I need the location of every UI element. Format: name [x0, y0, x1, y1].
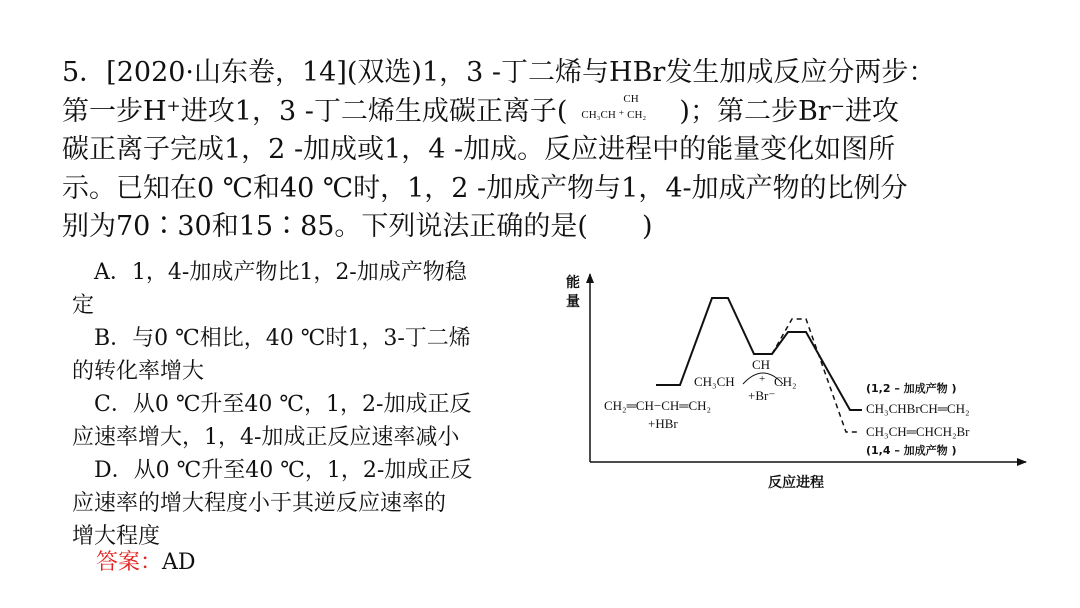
option-d-line-1: D．从0 ℃升至40 ℃，1，2-加成正反: [94, 458, 473, 483]
question-line-4: 示。已知在0 ℃和40 ℃时，1，2 -加成产物与1，4-加成产物的比例分: [62, 172, 908, 204]
intermediate-ch: CH: [752, 357, 771, 372]
product-12-label: (1,2 – 加成产物 ): [866, 382, 957, 395]
option-b-line-2: 的转化率增大: [72, 359, 205, 384]
intermediate-ch3ch: CH₃CH: [694, 374, 735, 389]
product-14-label: (1,4 – 加成产物 ): [866, 444, 957, 457]
reactant-hbr: +HBr: [648, 416, 678, 431]
intermediate-plus: +: [759, 373, 766, 385]
energy-diagram: [560, 262, 1040, 502]
answer-value: AD: [162, 550, 196, 575]
option-c-line-2: 应速率增大，1，4-加成正反应速率减小: [72, 425, 460, 450]
y-axis-label-1: 能: [566, 275, 580, 291]
question-line-1: 5．[2020·山东卷，14](双选)1，3 -丁二烯与HBr发生加成反应分两步：: [62, 57, 936, 88]
answer-line: [96, 546, 196, 579]
question-line-2-end: )；第二步Br⁻进攻: [679, 95, 899, 127]
inline-carbocation-rest: CH₃CH ⁺ CH₂: [581, 108, 647, 121]
option-a-line-1: A．1，4-加成产物比1，2-加成产物稳: [94, 260, 467, 285]
answer-label: 答案：: [96, 550, 163, 575]
intermediate-br: +Br⁻: [748, 388, 776, 403]
x-axis-label: 反应进程: [768, 475, 824, 491]
question-line-3: 碳正离子完成1，2 -加成或1，4 -加成。反应进程中的能量变化如图所: [62, 134, 896, 165]
intermediate-ch2: CH₂: [774, 374, 797, 389]
question-stem: [62, 54, 1022, 247]
question-line-2: [62, 93, 1022, 132]
option-d-line-2: 应速率的增大程度小于其逆反应速率的: [72, 491, 447, 516]
reactant-formula: CH₂═CH−CH═CH₂: [604, 398, 712, 413]
options-list: [72, 256, 542, 553]
question-line-2-start: 第一步H⁺进攻1，3 -丁二烯生成碳正离子(: [62, 95, 568, 127]
question-line-5: 别为70∶30和15∶85。下列说法正确的是( ): [62, 211, 653, 242]
product-14-formula: CH₃CH═CHCH₂Br: [866, 424, 970, 439]
inline-carbocation-ch: CH: [623, 92, 639, 105]
y-axis-label-2: 量: [566, 294, 580, 310]
option-a-line-2: 定: [72, 293, 95, 318]
product-12-formula: CH₃CHBrCH═CH₂: [866, 401, 970, 416]
inline-carbocation-formula: [567, 94, 679, 124]
option-c-line-1: C．从0 ℃升至40 ℃，1，2-加成正反: [94, 392, 472, 417]
option-b-line-1: B．与0 ℃相比，40 ℃时1，3-丁二烯: [94, 326, 471, 351]
option-d-line-3: 增大程度: [72, 524, 161, 549]
